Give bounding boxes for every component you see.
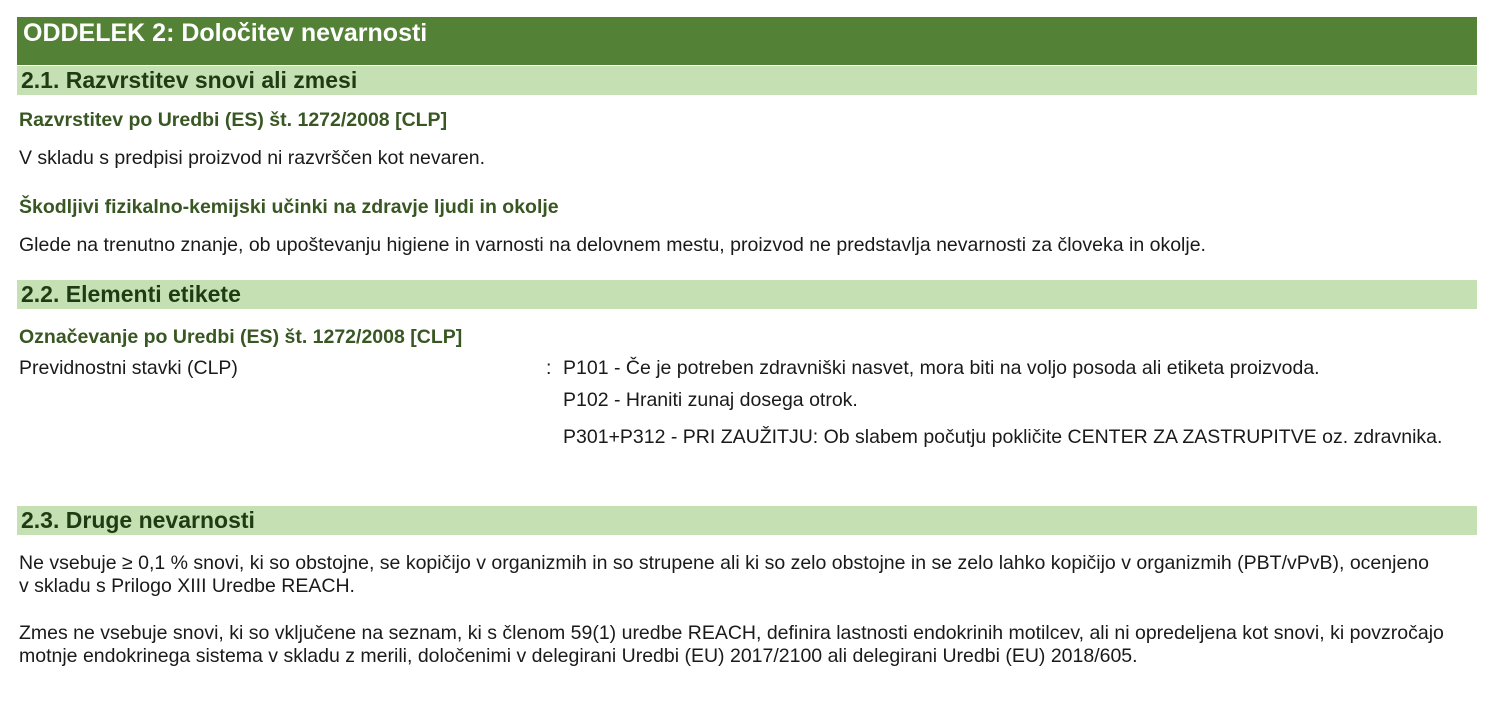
subsection-title-2-2: 2.2. Elementi etikete xyxy=(21,281,241,307)
subsection-title-2-3: 2.3. Druge nevarnosti xyxy=(21,507,255,533)
precaution-phrase-p301-p312: P301+P312 - PRI ZAUŽITJU: Ob slabem počutju pokličite CENTER ZA ZASTRUPITVE oz. zdravnika. xyxy=(563,426,1443,448)
precaution-label: Previdnostni stavki (CLP) xyxy=(19,357,238,379)
section-title: ODDELEK 2: Določitev nevarnosti xyxy=(23,19,428,47)
clp-classification-text: V skladu s predpisi proizvod ni razvrščen kot nevaren. xyxy=(19,147,486,169)
subsection-title-2-1: 2.1. Razvrstitev snovi ali zmesi xyxy=(21,67,358,93)
precaution-phrase-p101: P101 - Če je potreben zdravniški nasvet, mora biti na voljo posoda ali etiketa proizvoda. xyxy=(563,357,1320,379)
other-hazards-paragraph-2: Zmes ne vsebuje snovi, ki so vključene na seznam, ki s členom 59(1) uredbe REACH, definira lastnosti endokrinih motilcev, ali ni opredeljena kot snovi, ki povzročajo motnje endokrinega sistema v skladu z merili, določenimi v delegirani Uredbi (EU) 2017/2100 ali delegirani Uredbi (EU) 2018/605. xyxy=(19,622,1444,667)
subsection-header-2-3 xyxy=(17,506,1477,535)
effects-text: Glede na trenutno znanje, ob upoštevanju higiene in varnosti na delovnem mestu, proizvod ne predstavlja nevarnosti za človeka in okolje. xyxy=(19,234,1206,256)
precaution-colon: : xyxy=(546,357,552,379)
precaution-phrase-p102: P102 - Hraniti zunaj dosega otrok. xyxy=(563,389,858,411)
labelling-heading: Označevanje po Uredbi (ES) št. 1272/2008 [CLP] xyxy=(19,326,463,348)
effects-heading: Škodljivi fizikalno-kemijski učinki na zdravje ljudi in okolje xyxy=(19,196,559,218)
other-hazards-paragraph-1: Ne vsebuje ≥ 0,1 % snovi, ki so obstojne, se kopičijo v organizmih in so strupene ali ki so zelo obstojne in se zelo lahko kopičijo v organizmih (PBT/vPvB), ocenjeno v skladu s Prilogo XIII Uredbe REACH. xyxy=(19,552,1429,597)
subsection-header-2-1 xyxy=(17,66,1477,95)
section-header xyxy=(17,17,1477,65)
clp-classification-heading: Razvrstitev po Uredbi (ES) št. 1272/2008 [CLP] xyxy=(19,109,448,131)
subsection-header-2-2 xyxy=(17,280,1477,309)
